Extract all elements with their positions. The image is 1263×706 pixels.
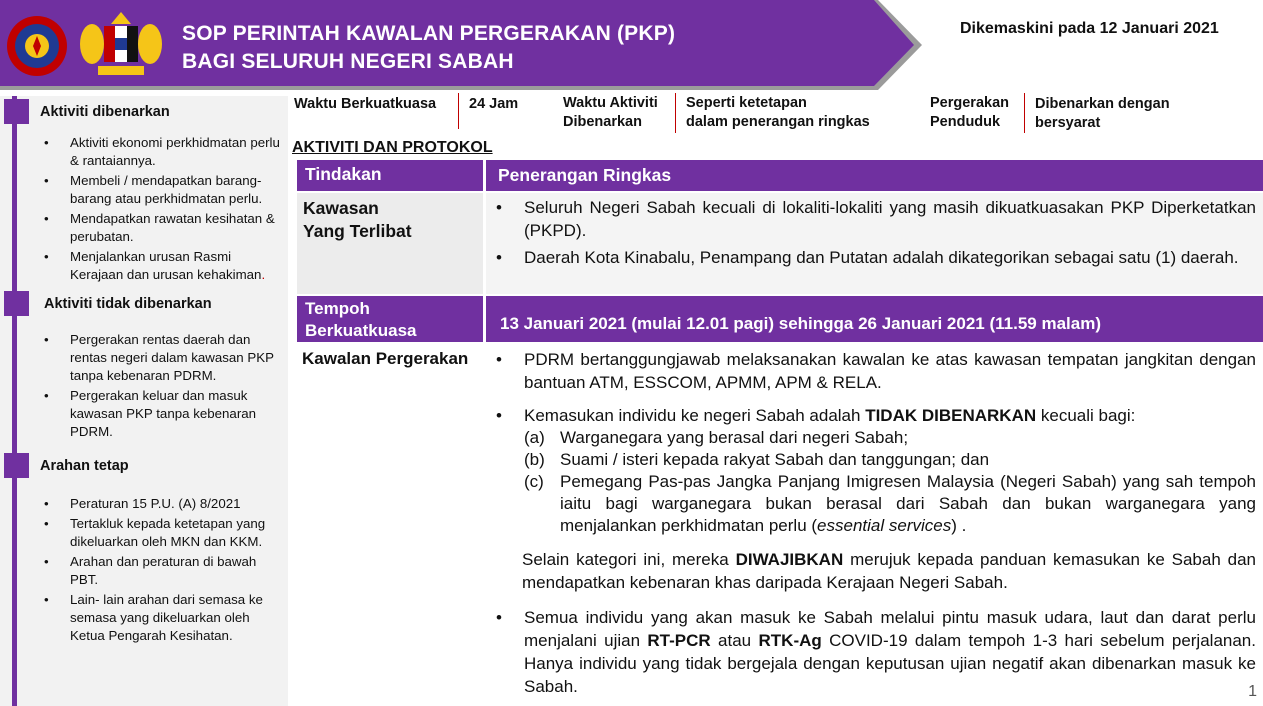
list-item: • Semua individu yang akan masuk ke Sabah melalui pintu masuk udara, laut dan darat perlu menjalani ujian RT-PCR atau RTK-Ag COVID-19 dalam tempoh 1-3 hari sebelum perjalanan. Hanya individu yang tidak bergejala dengan keputusan ujian negatif akan dibenarkan masuk ke Sabah. (490, 606, 1256, 698)
title-line-1: SOP PERINTAH KAWALAN PERGERAKAN (PKP) (182, 22, 676, 45)
list-item: • Kemasukan individu ke negeri Sabah adalah TIDAK DIBENARKAN kecuali bagi: (490, 404, 1256, 427)
paragraph: Selain kategori ini, mereka DIWAJIBKAN merujuk kepada panduan kemasukan ke Sabah dan mendapatkan kebenaran khas daripada Kerajaan Negeri Sabah. (522, 550, 1257, 592)
list-item: • Arahan dan peraturan di bawah PBT. (44, 553, 284, 589)
divider (675, 93, 676, 133)
column-header-tindakan: Tindakan (297, 160, 483, 191)
list-item: • Peraturan 15 P.U. (A) 8/2021 (44, 495, 284, 513)
pergerakan-label: Pergerakan Penduduk (930, 95, 1009, 130)
section-marker-3 (4, 453, 29, 478)
page-number: 1 (1248, 683, 1257, 700)
list-item: • Lain- lain arahan dari semasa ke semasa yang dikeluarkan oleh Ketua Pengarah Kesihatan. (44, 591, 284, 645)
divider (458, 93, 459, 129)
not-allowed-list (44, 331, 284, 443)
row-content-kawasan (490, 196, 1256, 269)
nsc-emblem-icon (6, 10, 68, 82)
aktiviti-label: Waktu Aktiviti Dibenarkan (563, 95, 658, 130)
list-item: (c) Pemegang Pas-pas Jangka Panjang Imigresen Malaysia (Negeri Sabah) yang sah tempoh iaitu bagi warganegara bukan berasal dari Sabah dan bukan warganegara yang menjalankan perkhidmatan perlu (essential services) . (524, 472, 1256, 535)
divider (1024, 93, 1025, 133)
section-title-standing-orders: Arahan tetap (40, 458, 129, 474)
row-content-kawalan (490, 348, 1256, 698)
row-label-tempoh: Tempoh Berkuatkuasa (297, 296, 483, 342)
waktu-value: 24 Jam (469, 96, 519, 112)
standing-orders-list (44, 495, 284, 647)
trailing-mark: . (261, 267, 266, 282)
tempoh-value: 13 Januari 2021 (mulai 12.01 pagi) sehingga 26 Januari 2021 (11.59 malam) (486, 296, 1263, 342)
list-item: (a) Warganegara yang berasal dari negeri Sabah; (524, 428, 909, 447)
list-item: • Seluruh Negeri Sabah kecuali di lokaliti-lokaliti yang masih dikuatkuasakan PKP Diperketatkan (PKPD). (490, 196, 1256, 242)
pergerakan-value: Dibenarkan dengan bersyarat (1035, 96, 1170, 131)
updated-date: Dikemaskini pada 12 Januari 2021 (960, 20, 1219, 37)
allowed-list (44, 134, 284, 286)
section-marker-2 (4, 291, 29, 316)
column-header-penerangan: Penerangan Ringkas (486, 160, 1263, 191)
row-label-kawalan: Kawalan Pergerakan (302, 349, 469, 368)
title-line-2: BAGI SELURUH NEGERI SABAH (182, 50, 514, 73)
list-item: • Menjalankan urusan Rasmi Kerajaan dan urusan kehakiman. (44, 248, 284, 284)
list-item: • Mendapatkan rawatan kesihatan & perubatan. (44, 210, 284, 246)
sidebar-timeline-line (12, 96, 17, 706)
waktu-label: Waktu Berkuatkuasa (294, 96, 437, 112)
list-item: (b) Suami / isteri kepada rakyat Sabah dan tanggungan; dan (524, 450, 990, 469)
list-item: • Pergerakan keluar dan masuk kawasan PKP tanpa kebenaran PDRM. (44, 387, 284, 441)
list-item: • Membeli / mendapatkan barang-barang atau perkhidmatan perlu. (44, 172, 284, 208)
list-item: • Aktiviti ekonomi perkhidmatan perlu & rantaiannya. (44, 134, 284, 170)
section-heading: AKTIVITI DAN PROTOKOL (292, 139, 493, 156)
aktiviti-value: Seperti ketetapan dalam penerangan ringkas (686, 95, 870, 130)
list-item: • PDRM bertanggungjawab melaksanakan kawalan ke atas kawasan tempatan jangkitan dengan bantuan ATM, ESSCOM, APMM, APM & RELA. (490, 348, 1256, 394)
row-label-kawasan: Kawasan Yang Terlibat (303, 198, 412, 241)
list-item: • Daerah Kota Kinabalu, Penampang dan Putatan adalah dikategorikan sebagai satu (1) daerah. (490, 246, 1256, 269)
list-item: • Pergerakan rentas daerah dan rentas negeri dalam kawasan PKP tanpa kebenaran PDRM. (44, 331, 284, 385)
list-item: • Tertakluk kepada ketetapan yang dikeluarkan oleh MKN dan KKM. (44, 515, 284, 551)
section-title-not-allowed: Aktiviti tidak dibenarkan (44, 296, 212, 312)
section-marker-1 (4, 99, 29, 124)
page-title (182, 20, 675, 76)
section-title-allowed: Aktiviti dibenarkan (40, 104, 170, 120)
coat-of-arms-icon (76, 8, 166, 80)
